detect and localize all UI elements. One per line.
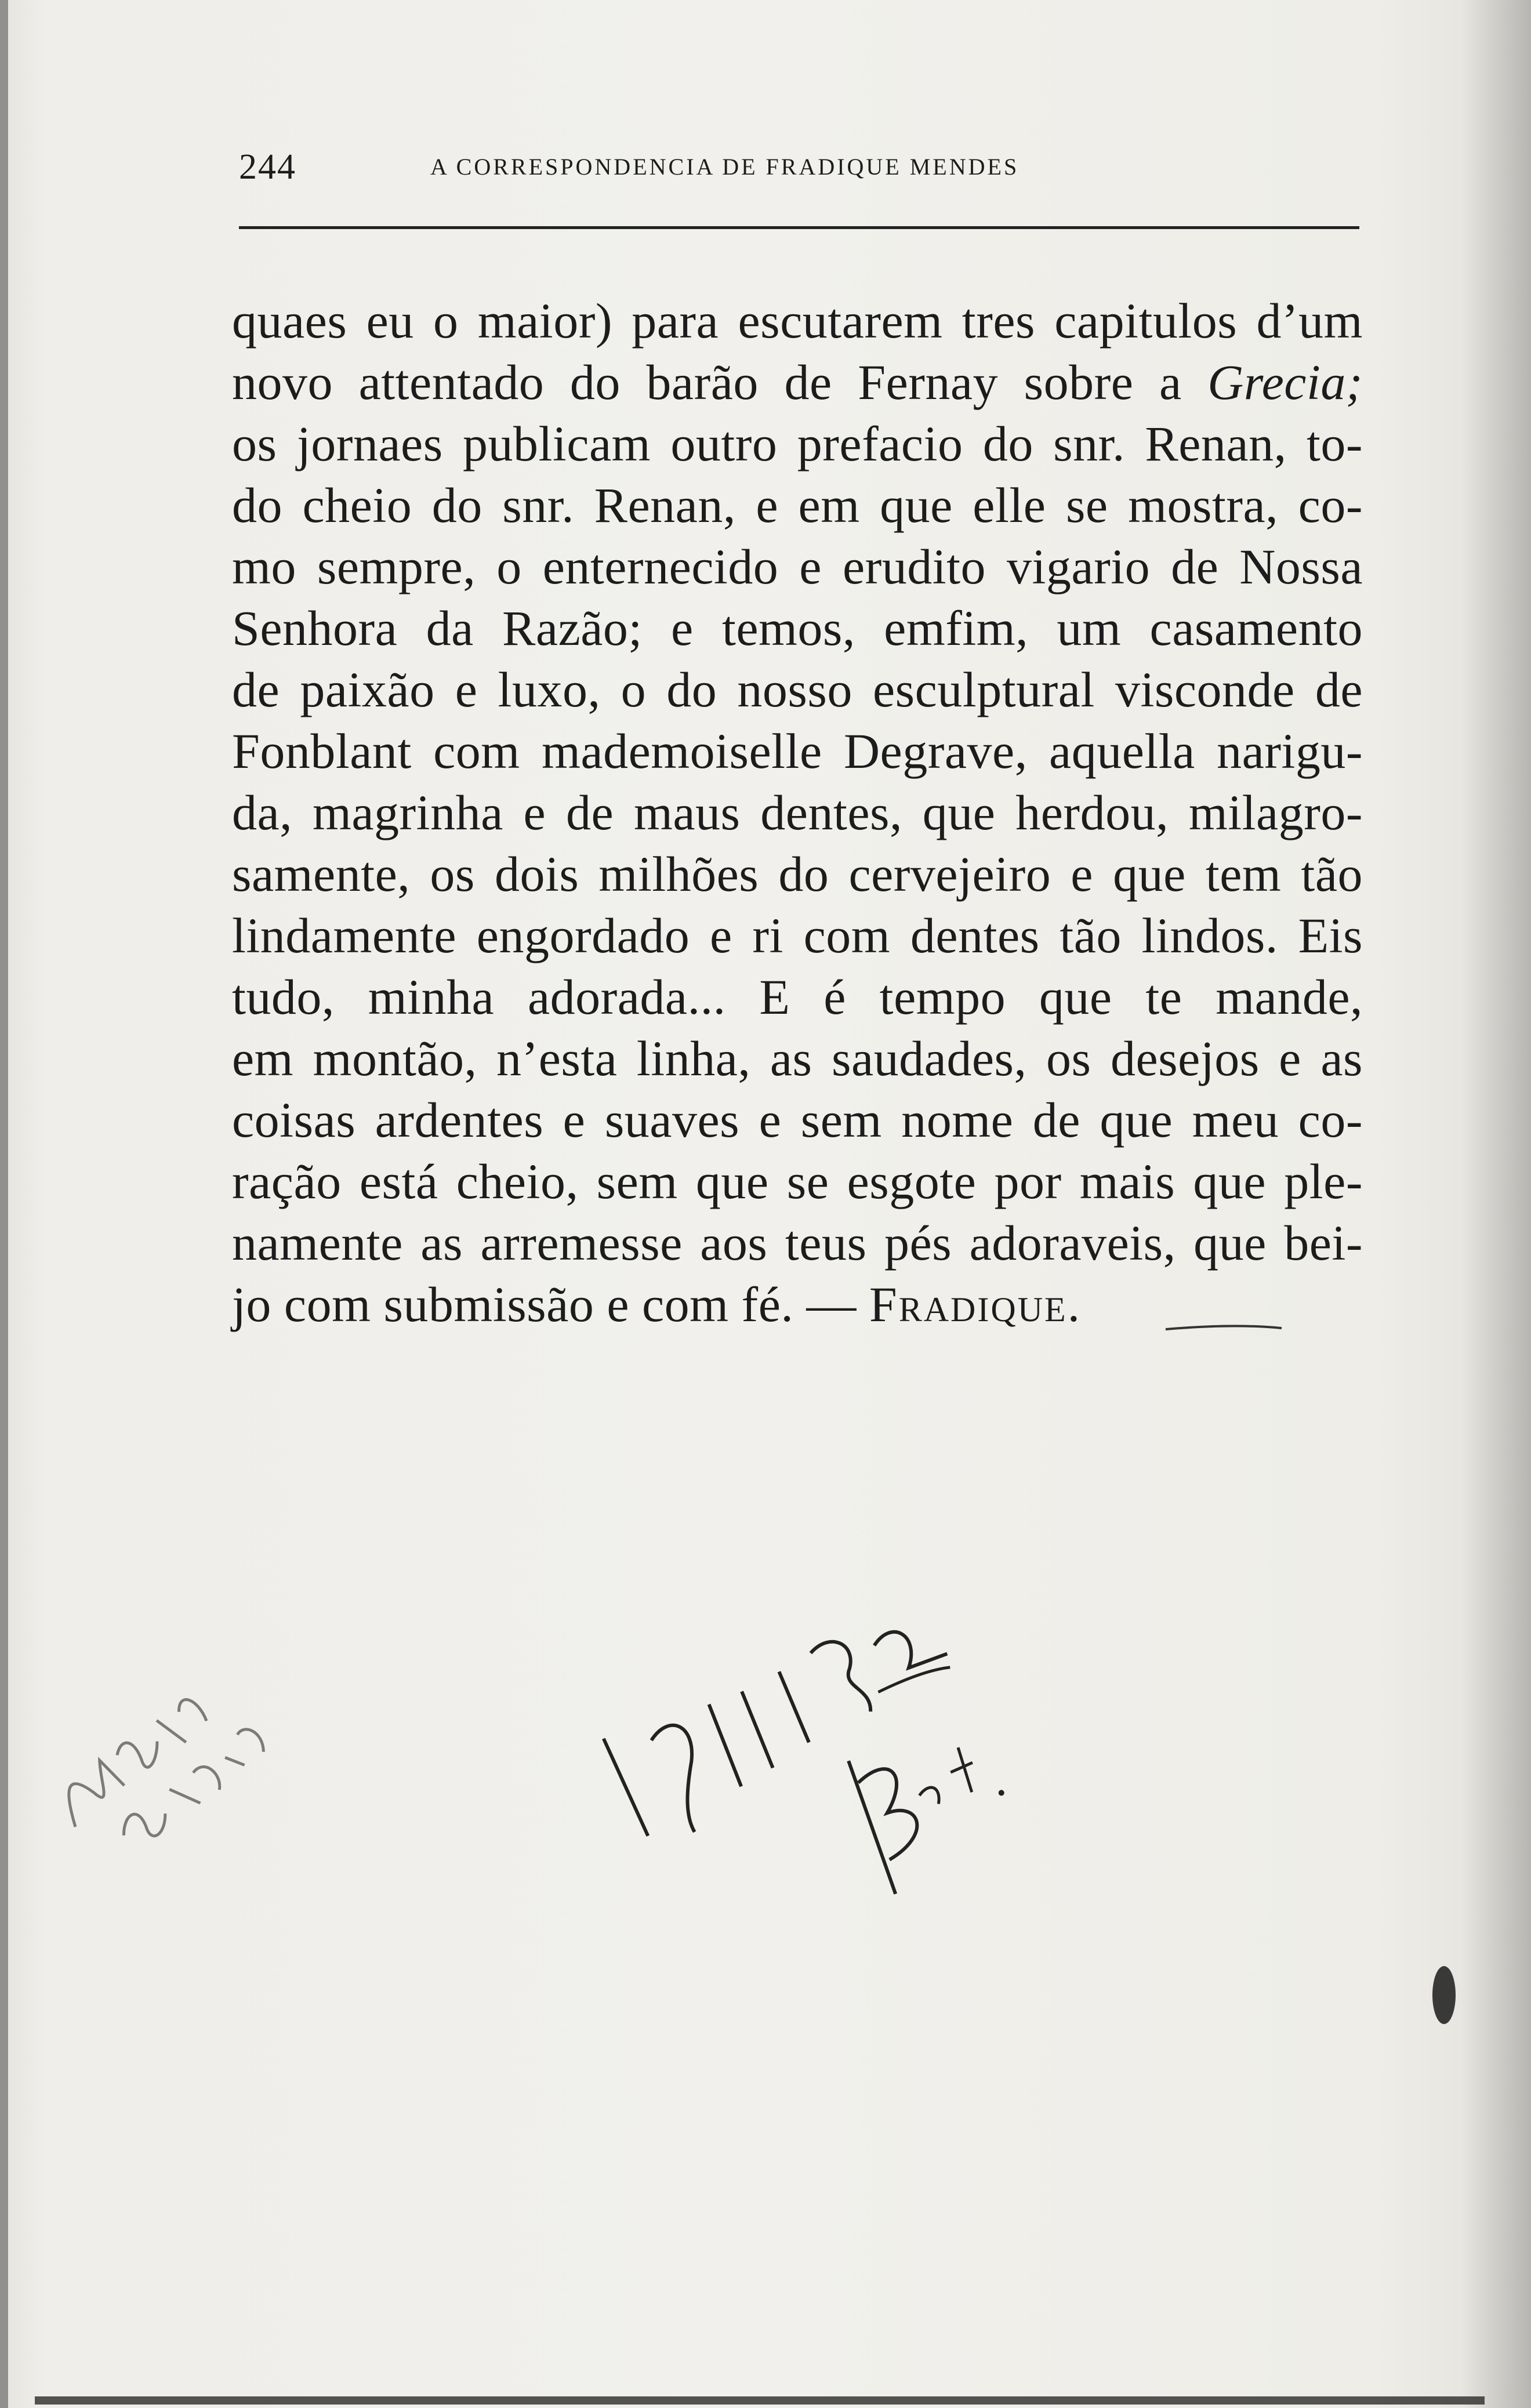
text-line: quaes eu o maior) para escutarem tres capitulos d’um: [232, 293, 1363, 349]
text-line: de paixão e luxo, o do nosso esculptural visconde de: [232, 662, 1363, 717]
signature: Fradique.: [869, 1276, 1082, 1332]
ink-date-note: [594, 1619, 973, 1847]
text-line: samente, os dois milhões do cervejeiro e que tem tão: [232, 846, 1363, 902]
text-line-start: novo attentado do barão de Fernay sobre a: [232, 354, 1208, 410]
text-line-start: jo com submissão e com fé. —: [232, 1276, 869, 1332]
ink-initials: [848, 1735, 1018, 1898]
running-title: A CORRESPONDENCIA DE FRADIQUE MENDES: [430, 154, 1020, 180]
text-line: namente as arremesse aos teus pés adoraveis, que bei-: [232, 1215, 1363, 1271]
text-line: Fonblant com mademoiselle Degrave, aquella narigu-: [232, 723, 1363, 779]
pencil-note-left: [52, 1677, 272, 1871]
ink-blot: [1432, 1966, 1456, 2024]
text-line: do cheio do snr. Renan, e em que elle se mostra, co-: [232, 477, 1363, 533]
text-line: os jornaes publicam outro prefacio do snr. Renan, to-: [232, 416, 1363, 472]
page-number: 244: [239, 147, 296, 187]
text-line: em montão, n’esta linha, as saudades, os desejos e as: [232, 1031, 1363, 1086]
text-line: mo sempre, o enternecido e erudito vigario de Nossa: [232, 539, 1363, 594]
text-line: da, magrinha e de maus dentes, que herdou, milagro-: [232, 785, 1363, 840]
text-line: Senhora da Razão; e temos, emfim, um casamento: [232, 600, 1363, 656]
pen-stroke: [1166, 1326, 1282, 1329]
italic-word: Grecia;: [1207, 354, 1363, 410]
text-line: coisas ardentes e suaves e sem nome de que meu co-: [232, 1092, 1363, 1148]
text-line: lindamente engordado e ri com dentes tão lindos. Eis: [232, 908, 1363, 963]
text-line: tudo, minha adorada... E é tempo que te mande,: [232, 969, 1363, 1025]
text-line: ração está cheio, sem que se esgote por mais que ple-: [232, 1154, 1363, 1209]
